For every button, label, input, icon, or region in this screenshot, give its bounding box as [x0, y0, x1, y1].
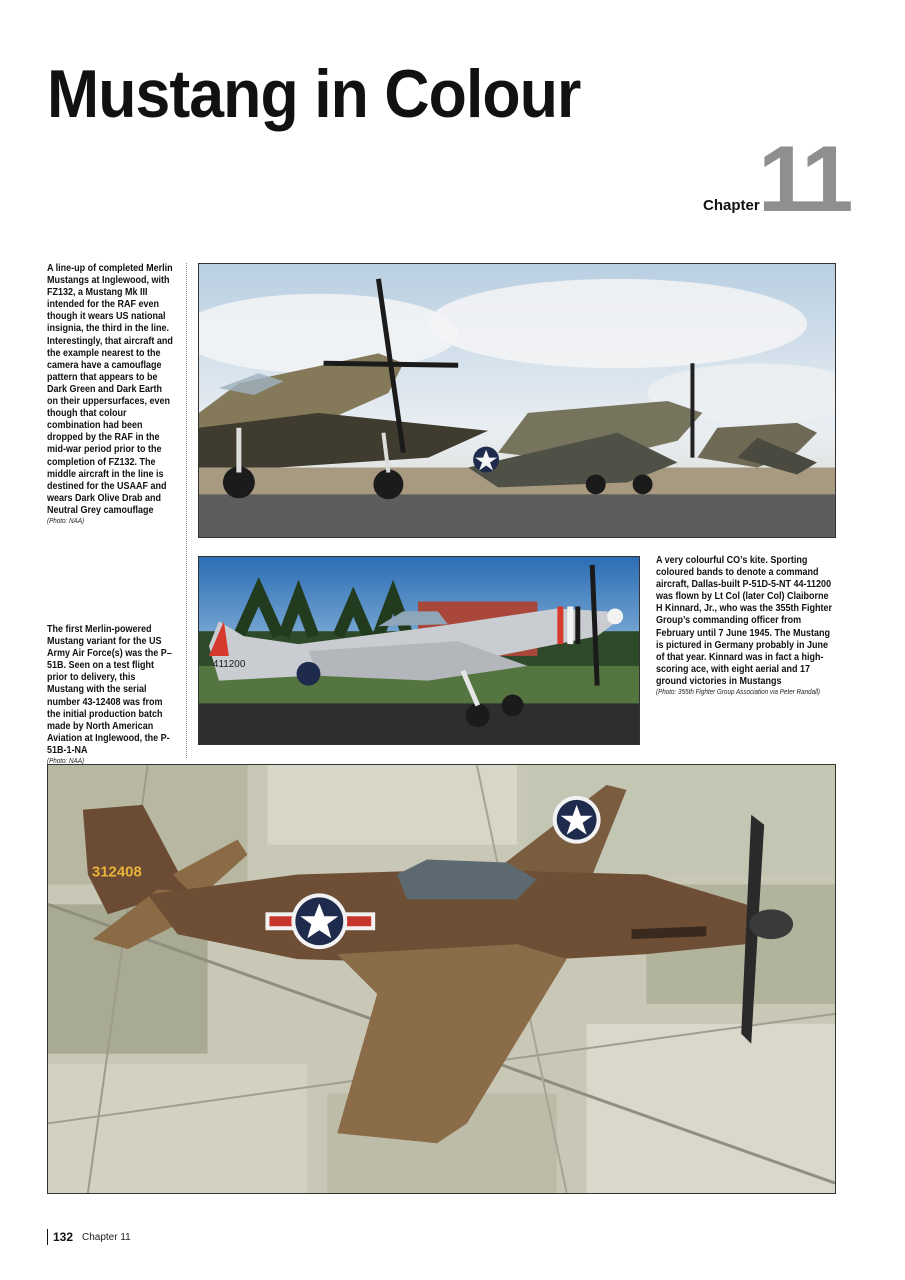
caption-p51b-credit: (Photo: NAA) [47, 758, 85, 766]
chapter-number: 11 [758, 126, 850, 231]
page-title: Mustang in Colour [47, 56, 581, 132]
footer-chapter: Chapter 11 [82, 1232, 131, 1243]
caption-co-kite [656, 555, 832, 698]
caption-co-kite-credit: (Photo: 355th Fighter Group Association via Peter Randall) [656, 689, 821, 697]
chapter-label: Chapter [703, 197, 760, 214]
caption-p51b [47, 624, 175, 767]
caption-lineup-text: A line-up of completed Merlin Mustangs at Inglewood, with FZ132, a Mustang Mk III intended for the RAF even though it wears US national insignia, the third in the line. Interestingly, that aircraft and the example nearest to the camera have a camouflage pattern that appears to be Dark Green and Dark Earth on their uppersurfaces, even though that colour combination had been dropped by the RAF in the mid-war period prior to the completion of FZ132. The middle aircraft in the line is destined for the USAAF and wears Dark Olive Drab and Neutral Grey camouflage [47, 263, 173, 516]
caption-p51b-text: The first Merlin-powered Mustang variant for the US Army Air Force(s) was the P–51B. Seen on a test flight prior to delivery, this Mustang with the serial number 43-12408 was from the initial production batch made by North American Aviation at Inglewood, the P-51B-1-NA [47, 624, 172, 756]
footer-page-number: 132 [47, 1229, 73, 1245]
photo-lineup [198, 263, 836, 538]
photo-co-kite [198, 556, 640, 745]
co-kite-serial: 411200 [212, 658, 246, 670]
caption-lineup-credit: (Photo: NAA) [47, 517, 85, 525]
flight-serial: 312408 [91, 863, 142, 881]
caption-lineup [47, 263, 175, 527]
photo-p51b-flight [47, 764, 836, 1194]
column-divider [186, 263, 187, 758]
caption-co-kite-text: A very colourful CO’s kite. Sporting coloured bands to denote a command aircraft, Dallas-built P-51D-5-NT 44-11200 was flown by Lt Col (later Col) Claiborne H Kinnard, Jr., who was the 355th Fighter Group’s commanding officer from February until 7 June 1945. The Mustang is pictured in Germany probably in June of that year. Kinnard was in fact a high-scoring ace, with eight aerial and 17 ground victories in Mustangs [656, 555, 833, 687]
